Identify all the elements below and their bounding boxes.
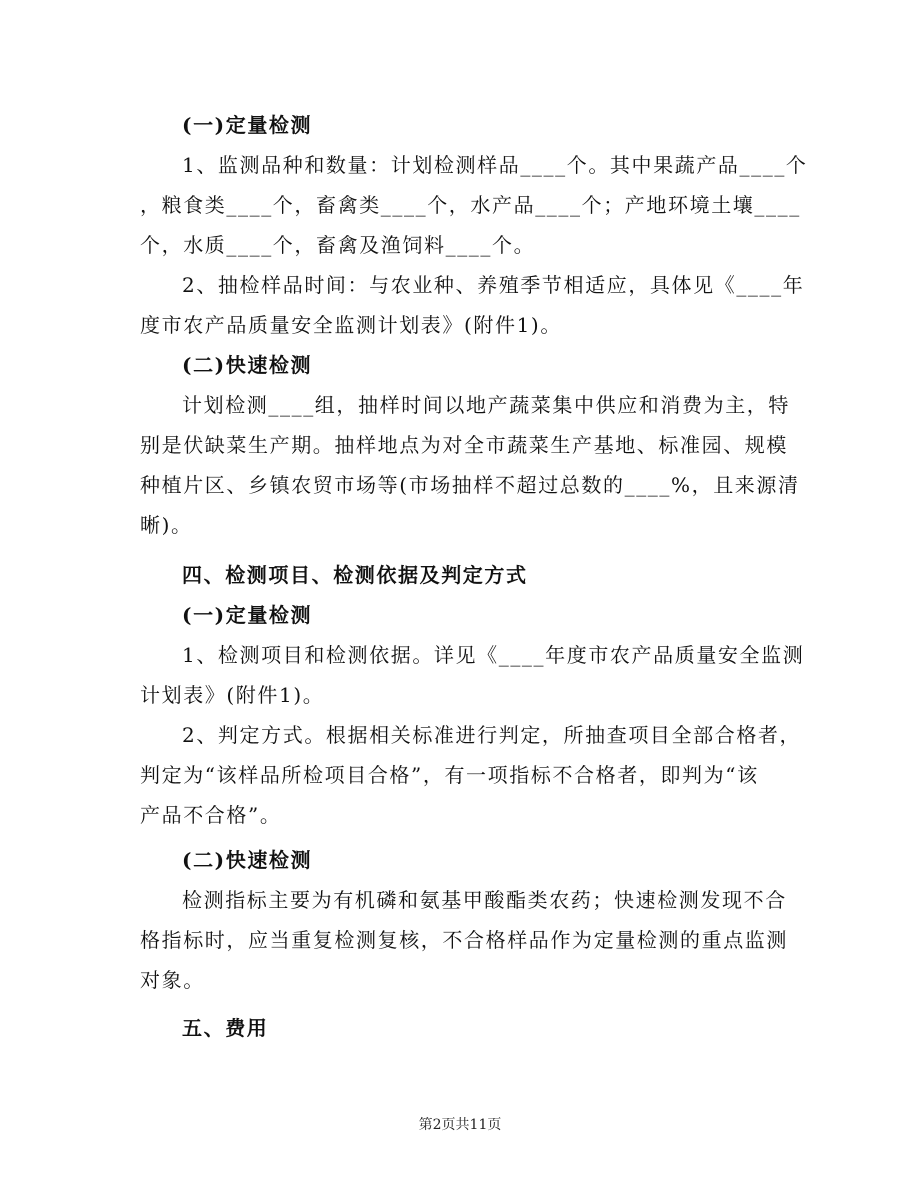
subheading-rapid-1: (二)快速检测 bbox=[182, 353, 313, 377]
section-heading-4: 四、检测项目、检测依据及判定方式 bbox=[182, 563, 528, 587]
paragraph-line: 计划表》(附件1)。 bbox=[140, 683, 325, 707]
section-heading-5: 五、费用 bbox=[182, 1016, 269, 1040]
paragraph-line: 检测指标主要为有机磷和氨基甲酸酯类农药；快速检测发现不合 bbox=[182, 888, 787, 912]
paragraph-line: 1、监测品种和数量：计划检测样品____个。其中果蔬产品____个 bbox=[182, 153, 808, 177]
paragraph-line: 度市农产品质量安全监测计划表》(附件1)。 bbox=[140, 313, 562, 337]
paragraph-line: 2、判定方式。根据相关标准进行判定，所抽查项目全部合格者， bbox=[182, 723, 802, 747]
page-footer: 第2页共11页 bbox=[418, 1117, 502, 1133]
paragraph-line: 晰)。 bbox=[140, 513, 193, 537]
paragraph-line: 产品不合格”。 bbox=[140, 803, 282, 827]
paragraph-line: 1、检测项目和检测依据。详见《____年度市农产品质量安全监测 bbox=[182, 643, 805, 667]
paragraph-line: 种植片区、乡镇农贸市场等(市场抽样不超过总数的____%，且来源清 bbox=[140, 473, 800, 497]
paragraph-line: 对象。 bbox=[140, 968, 205, 992]
paragraph-line: 计划检测____组，抽样时间以地产蔬菜集中供应和消费为主，特 bbox=[182, 393, 790, 417]
paragraph-line: 2、抽检样品时间：与农业种、养殖季节相适应，具体见《____年 bbox=[182, 273, 805, 297]
paragraph-line: 格指标时，应当重复检测复核，不合格样品作为定量检测的重点监测 bbox=[140, 928, 788, 952]
subheading-quantitative-2: (一)定量检测 bbox=[182, 603, 313, 627]
paragraph-line: ，粮食类____个，畜禽类____个，水产品____个；产地环境土壤____ bbox=[140, 193, 801, 217]
paragraph-line: 别是伏缺菜生产期。抽样地点为对全市蔬菜生产基地、标准园、规模 bbox=[140, 433, 788, 457]
paragraph-line: 判定为“该样品所检项目合格”，有一项指标不合格者，即判为“该 bbox=[140, 763, 759, 787]
paragraph-line: 个，水质____个，畜禽及渔饲料____个。 bbox=[140, 233, 536, 257]
subheading-rapid-2: (二)快速检测 bbox=[182, 848, 313, 872]
subheading-quantitative-1: (一)定量检测 bbox=[182, 113, 313, 137]
